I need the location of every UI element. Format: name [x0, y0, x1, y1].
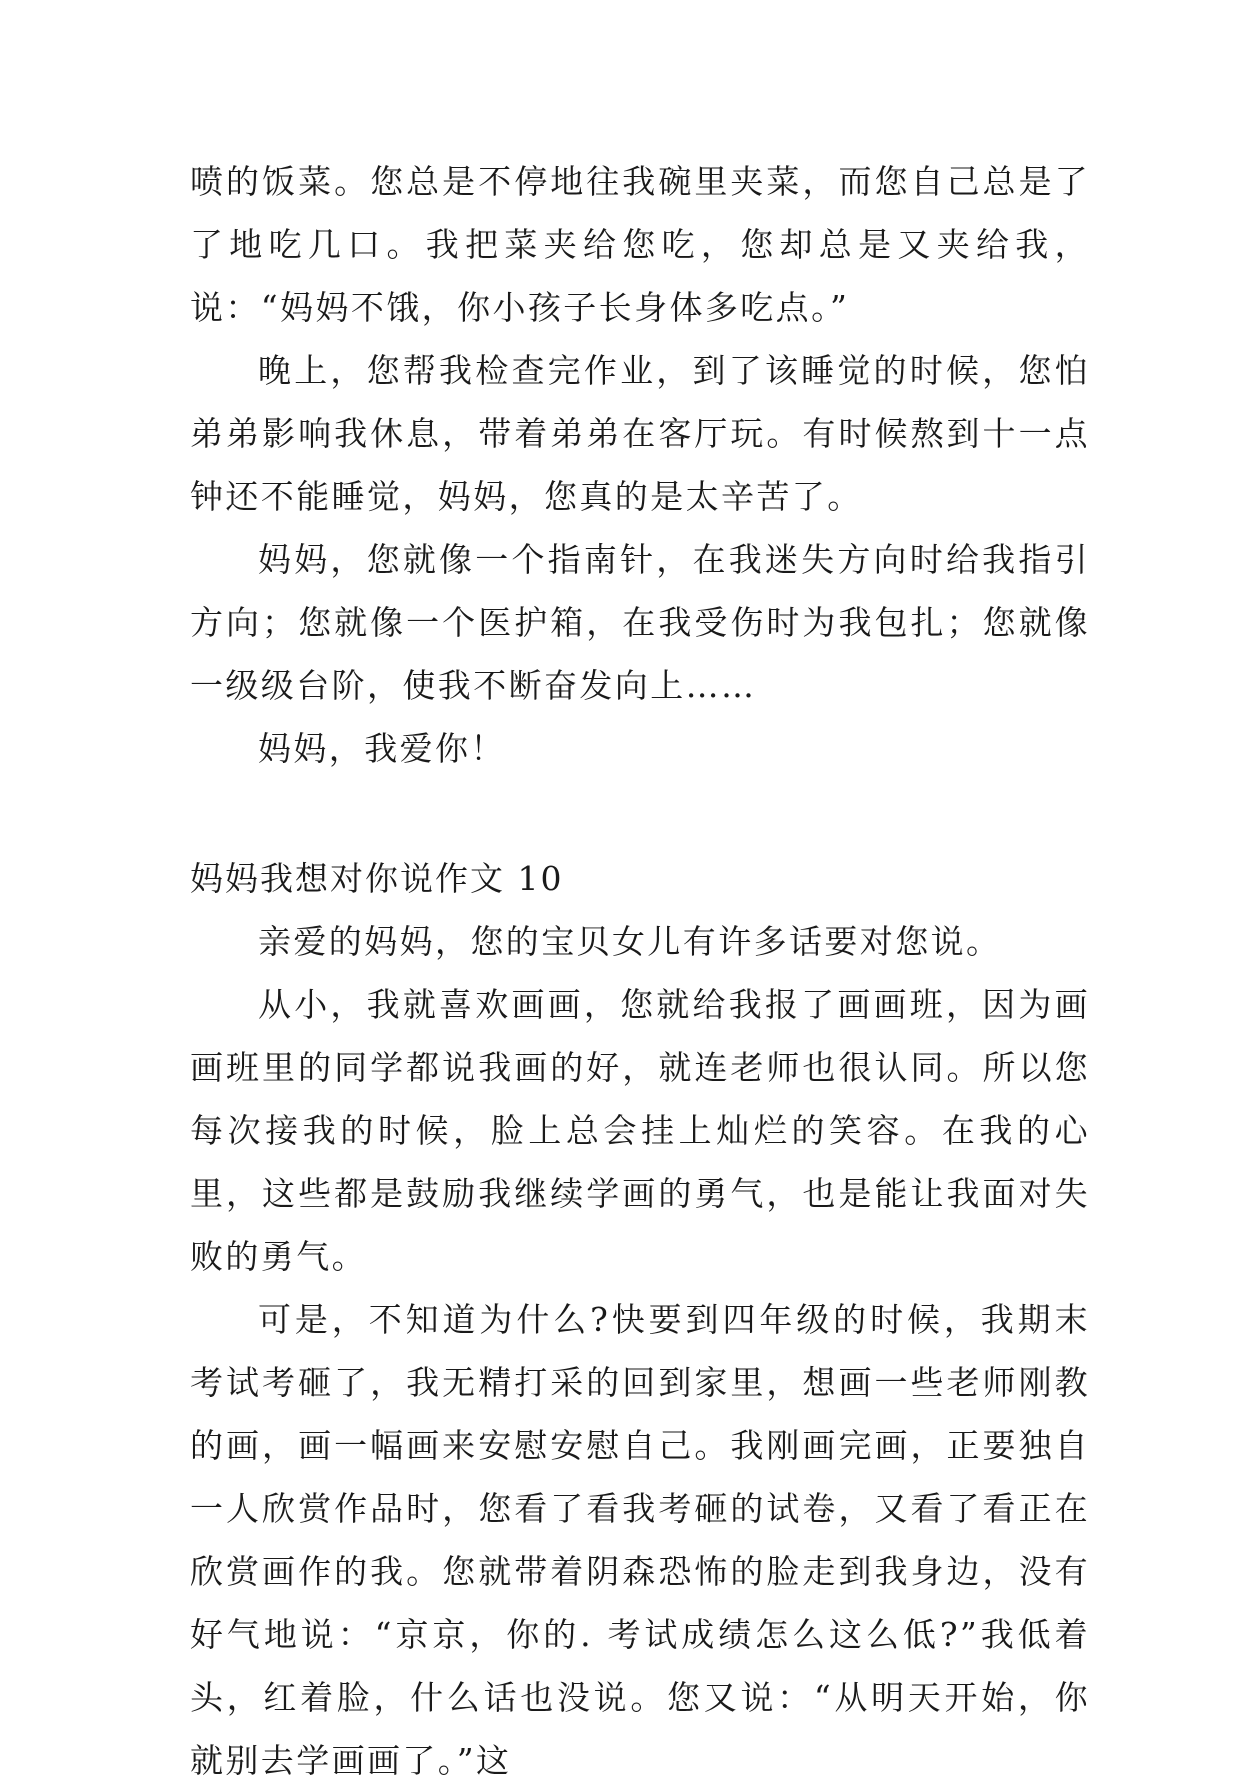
- paragraph-continued: 喷的饭菜。您总是不停地往我碗里夹菜，而您自己总是了了地吃几口。我把菜夹给您吃，您却总是又夹给我，说：“妈妈不饿，你小孩子长身体多吃点。”: [190, 162, 1090, 327]
- essay-title: 妈妈我想对你说作文 10: [190, 859, 564, 898]
- paragraph-exam: 可是，不知道为什么?快要到四年级的时候，我期末考试考砸了，我无精打采的回到家里，想画一些老师刚教的画，画一幅画来安慰安慰自己。我刚画完画，正要独自一人欣赏作品时，您看了看我考砸的试卷，又看了看正在欣赏画作的我。您就带着阴森恐怖的脸走到我身边，没有好气地说：“京京，你的. 考试成绩怎么这么低?”我低着头，红着脸，什么话也没说。您又说：“从明天开始，你就别去学画画了。”这: [190, 1300, 1090, 1780]
- paragraph-metaphors: 妈妈，您就像一个指南针，在我迷失方向时给我指引方向；您就像一个医护箱，在我受伤时为我包扎；您就像一级级台阶，使我不断奋发向上……: [190, 540, 1090, 705]
- document-body: [190, 150, 1090, 1792]
- paragraph-greeting: 亲爱的妈妈，您的宝贝女儿有许多话要对您说。: [258, 922, 1002, 961]
- paragraph-closing: 妈妈，我爱你！: [258, 729, 506, 768]
- paragraph-evening: 晚上，您帮我检查完作业，到了该睡觉的时候，您怕弟弟影响我休息，带着弟弟在客厅玩。有时候熬到十一点钟还不能睡觉，妈妈，您真的是太辛苦了。: [190, 351, 1090, 516]
- paragraph-drawing: 从小，我就喜欢画画，您就给我报了画画班，因为画画班里的同学都说我画的好，就连老师也很认同。所以您每次接我的时候，脸上总会挂上灿烂的笑容。在我的心里，这些都是鼓励我继续学画的勇气，也是能让我面对失败的勇气。: [190, 985, 1090, 1276]
